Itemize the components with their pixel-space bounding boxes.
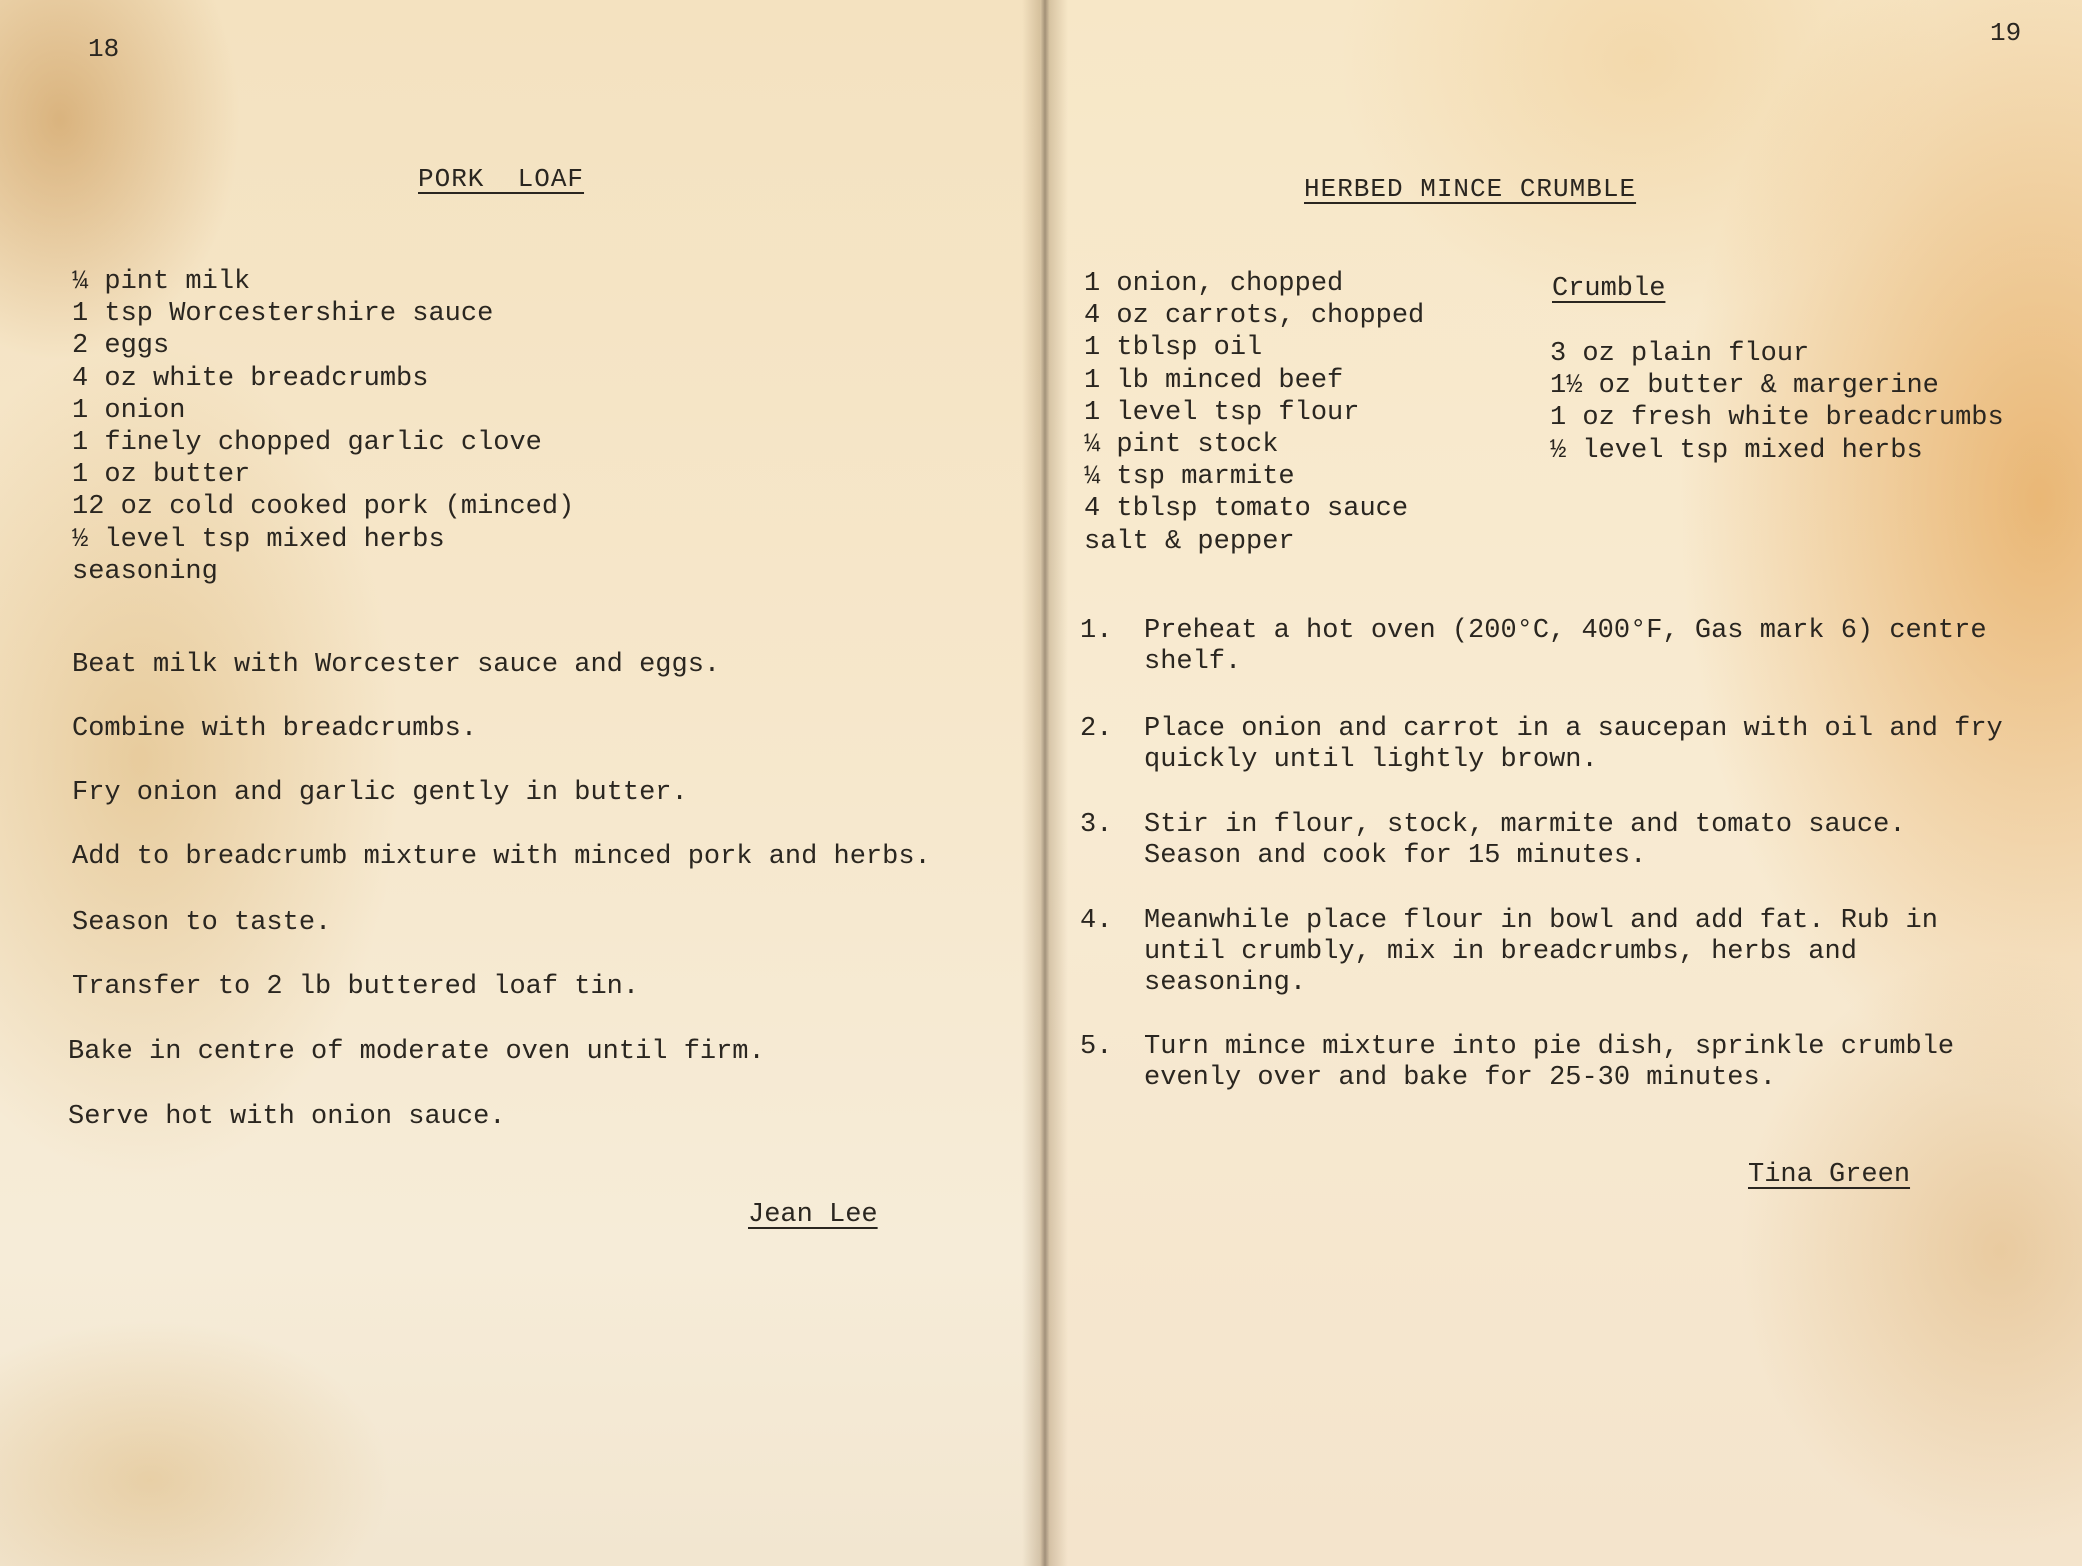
ingredient-item: 4 tblsp tomato sauce	[1084, 494, 1409, 525]
step-number: 5.	[1080, 1032, 1113, 1062]
page-number: 18	[88, 34, 120, 64]
ingredient-item: 1 finely chopped garlic clove	[72, 428, 542, 459]
ingredient-list	[1084, 268, 1424, 558]
recipe-title: HERBED MINCE CRUMBLE	[1304, 174, 1637, 204]
ingredient-item: 2 eggs	[72, 331, 170, 362]
ingredient-item: 1 tsp Worcestershire sauce	[72, 299, 494, 330]
page-number: 19	[1990, 18, 2022, 48]
ingredient-item: ½ level tsp mixed herbs	[72, 524, 445, 555]
method-step: Fry onion and garlic gently in butter.	[72, 778, 688, 808]
numbered-step	[1080, 906, 2004, 999]
ingredient-item: 3 oz plain flour	[1550, 339, 1810, 369]
method-step: Serve hot with onion sauce.	[68, 1102, 506, 1132]
method-step: Bake in centre of moderate oven until firm.	[68, 1037, 765, 1067]
crumble-ingredient-list	[1550, 338, 2004, 467]
step-number: 2.	[1080, 714, 1113, 744]
numbered-step	[1080, 714, 2004, 776]
author-signature: Jean Lee	[748, 1200, 878, 1230]
right-page	[1040, 0, 2082, 1566]
method-step: Combine with breadcrumbs.	[72, 714, 478, 744]
ingredient-item: seasoning	[72, 556, 218, 587]
step-number: 3.	[1080, 810, 1113, 840]
ingredient-list	[72, 266, 574, 588]
step-number: 4.	[1080, 906, 1113, 936]
author-signature: Tina Green	[1748, 1160, 1911, 1190]
ingredient-item: ½ level tsp mixed herbs	[1550, 435, 1923, 466]
method-step: Beat milk with Worcester sauce and eggs.	[72, 650, 721, 680]
step-text: Stir in flour, stock, marmite and tomato sauce. Season and cook for 15 minutes.	[1144, 810, 1906, 871]
ingredient-item: 1 onion, chopped	[1084, 269, 1344, 299]
ingredient-item: ¼ pint milk	[72, 267, 251, 297]
step-text: Meanwhile place flour in bowl and add fat. Rub in until crumbly, mix in breadcrumbs, herbs and seasoning.	[1144, 906, 1938, 998]
ingredient-item: 1 oz fresh white breadcrumbs	[1550, 403, 2004, 434]
ingredient-item: 4 oz carrots, chopped	[1084, 301, 1425, 332]
recipe-title: PORK LOAF	[418, 164, 585, 194]
ingredient-item: 1 oz butter	[72, 460, 251, 491]
ingredient-item: 4 oz white breadcrumbs	[72, 363, 429, 394]
step-text: Turn mince mixture into pie dish, sprinkle crumble evenly over and bake for 25-30 minutes.	[1144, 1032, 1955, 1093]
ingredient-item: 1½ oz butter & margerine	[1550, 371, 1939, 402]
book-gutter	[1022, 0, 1068, 1566]
method-step: Season to taste.	[72, 908, 332, 938]
ingredient-item: 1 tblsp oil	[1084, 333, 1263, 364]
step-text: Place onion and carrot in a saucepan with oil and fry quickly until lightly brown.	[1144, 714, 2003, 775]
ingredient-item: 1 level tsp flour	[1084, 397, 1360, 428]
numbered-step	[1080, 810, 2004, 872]
ingredient-item: ¼ pint stock	[1084, 430, 1279, 461]
method-step: Transfer to 2 lb buttered loaf tin.	[72, 972, 640, 1002]
left-page	[0, 0, 1040, 1566]
crumble-heading: Crumble	[1552, 274, 1666, 304]
ingredient-item: 1 onion	[72, 395, 186, 426]
ingredient-item: 12 oz cold cooked pork (minced)	[72, 492, 575, 523]
method-step: Add to breadcrumb mixture with minced pork and herbs.	[72, 842, 931, 872]
numbered-step	[1080, 616, 2004, 678]
ingredient-item: salt & pepper	[1084, 526, 1295, 557]
step-text: Preheat a hot oven (200°C, 400°F, Gas mark 6) centre shelf.	[1144, 616, 1987, 677]
numbered-step	[1080, 1032, 2004, 1094]
ingredient-item: 1 lb minced beef	[1084, 365, 1344, 396]
step-number: 1.	[1080, 616, 1113, 646]
ingredient-item: ¼ tsp marmite	[1084, 462, 1295, 493]
